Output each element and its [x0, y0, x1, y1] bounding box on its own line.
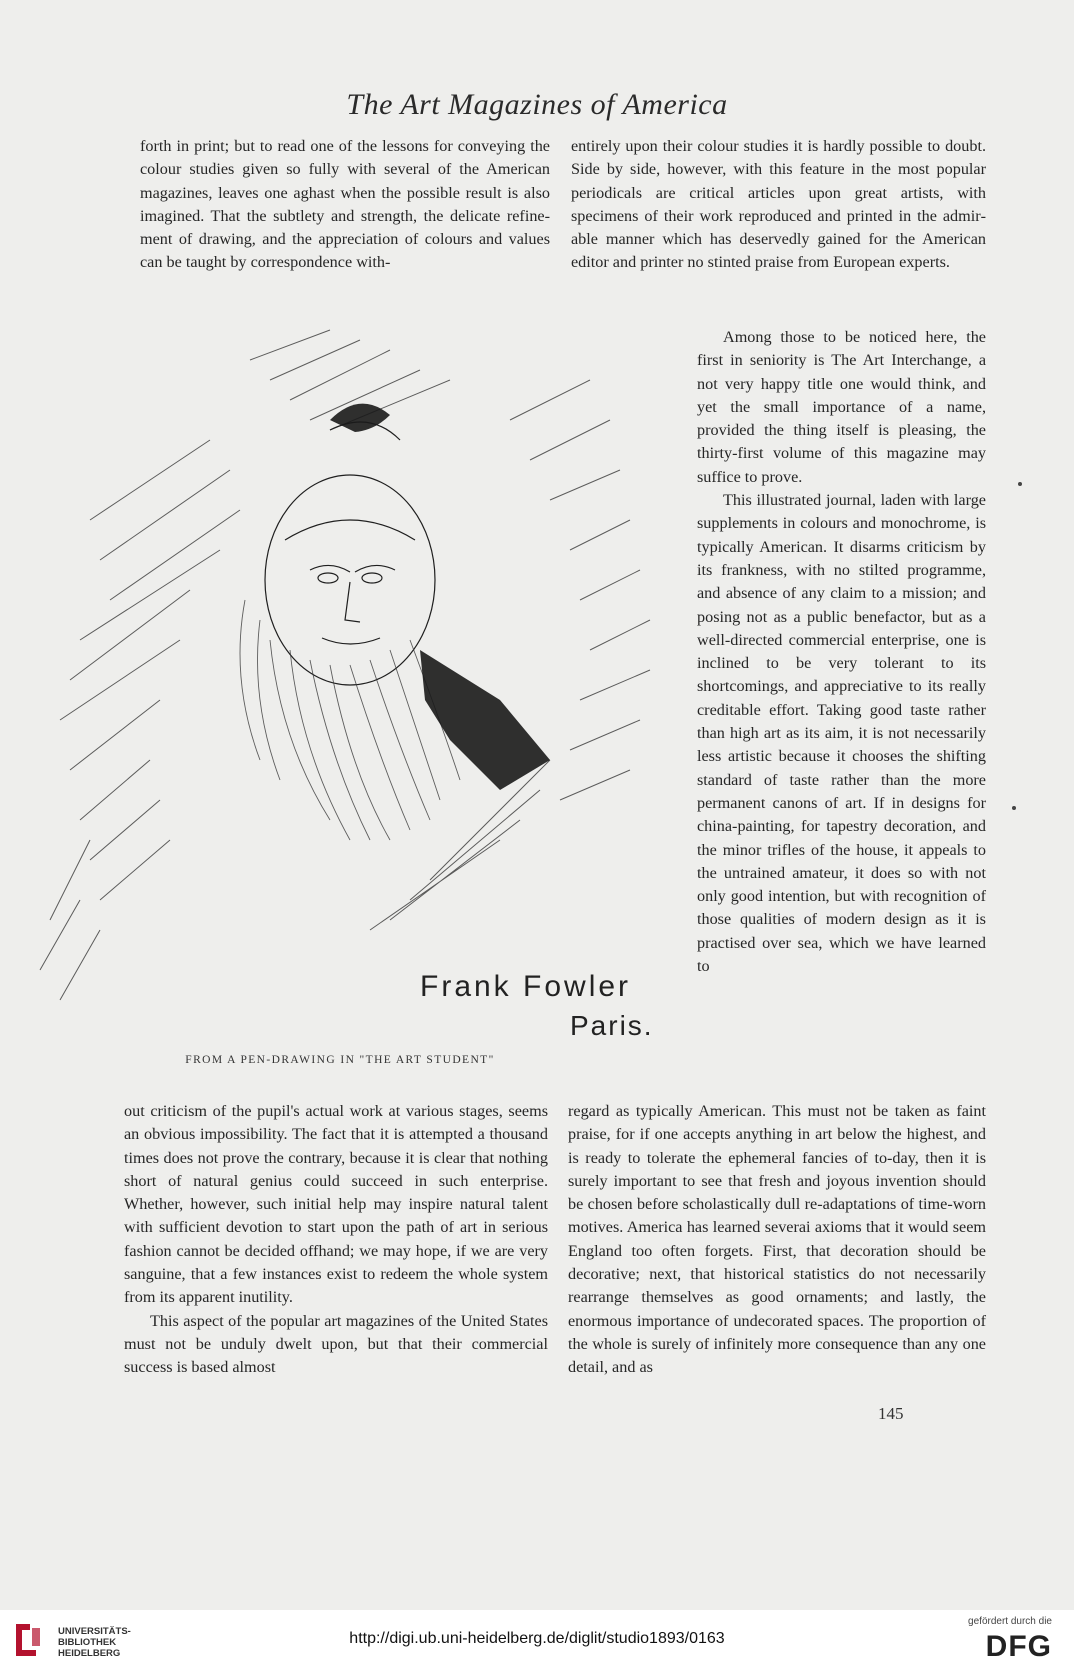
library-name: UNIVERSITÄTS- BIBLIOTHEK HEIDELBERG — [58, 1626, 131, 1659]
margin-mark — [1018, 482, 1022, 486]
paragraph: out criticism of the pupil's actual work at various stages, seems an obvious impossibility. The fact that it is attempted a thousand times does not prove the contrary, because it is clear that nothing short of natural genius could succeed in such enterprise. Whether, however, such initial help may inspire natural talent with sufficient devotion to start upon the path of art in serious fashion cannot be decided offhand; we may hope, if we are very sanguine, that a few instances exist to redeem the whole system from its apparent inutility. — [124, 1102, 548, 1307]
source-url-link[interactable]: http://digi.ub.uni-heidelberg.de/diglit/studio1893/0163 — [349, 1630, 725, 1647]
dfg-logo: DFG — [985, 1630, 1052, 1663]
text-column-right-top — [571, 135, 986, 275]
paragraph: regard as typically American. This must not be taken as faint praise, for if one accepts anything in art below the highest, and is ready to tolerate the ephemeral fancies of to-day, then it is surely important to see that fresh and joyous invention should be chosen before scholastically dull re-adaptations of time-worn motives. America has learned severai axioms that it would seem England too often forgets. First, that decoration should be decorative; next, that historical statistics do not necessarily rearrange themselves as good ornaments; and lastly, the enormous importance of undecorated spaces. The proportion of the whole is surely of infinitely more consequence than any one detail, and as — [568, 1102, 986, 1377]
running-title: The Art Magazines of America — [346, 88, 728, 121]
paragraph: entirely upon their colour studies it is hardly possible to doubt. Side by side, however, with this feature in the most popular periodicals are critical articles upon great artists, with specimens of their work reproduced and printed in the admirable manner which has deservedly gained for the American editor and printer no stinted praise from European experts. — [571, 137, 986, 272]
text-column-left-bottom — [124, 1100, 548, 1380]
paragraph: Among those to be noticed here, the first in seniority is The Art Interchange, a not very happy title one would think, and yet the small importance of a name, provided the thing itself is pleasing, the thirty-first volume of this magazine may suffice to prove. — [697, 328, 986, 486]
digitization-footer — [0, 1610, 1074, 1667]
funding-label: gefördert durch die — [968, 1616, 1052, 1627]
margin-mark — [1012, 806, 1016, 810]
pen-drawing-portrait — [30, 320, 690, 1050]
text-column-right-side — [697, 326, 986, 978]
artist-signature-location: Paris. — [570, 1010, 654, 1041]
page-number: 145 — [878, 1404, 904, 1423]
illustration-caption: FROM A PEN-DRAWING IN "THE ART STUDENT" — [185, 1054, 495, 1066]
text-column-left-top — [140, 135, 550, 275]
text-column-right-bottom — [568, 1100, 986, 1380]
paragraph: This aspect of the popular art magazines of the United States must not be unduly dwelt upon, but that their commercial success is based almost — [124, 1311, 548, 1377]
artist-signature: Frank Fowler — [420, 970, 632, 1003]
paragraph: forth in print; but to read one of the lessons for conveying the colour studies given so fully with several of the American magazines, leaves one aghast when the possible result is also imagined. That the subtlety and strength, the delicate refinement of drawing, and the appreciation of colours and values can be taught by correspondence with- — [140, 137, 550, 272]
paragraph: This illustrated journal, laden with large supplements in colours and monochrome, is typically American. It disarms criticism by its frankness, with no stilted programme, and absence of any claim to a mission; and posing not as a public benefactor, but as a well-directed commercial enterprise, one is inclined to be very tolerant to its shortcomings, and appreciative to its really creditable effort. Taking good taste rather than high art as its aim, it is not necessarily less artistic because it chooses the shifting standard of taste rather than the more permanent canons of art. If in designs for china-painting, for tapestry decoration, and the minor trifles of the house, it appeals to the untrained amateur, it does so with not only good intention, but with recognition of those qualities of modern design as it is practised over sea, which we have learned to — [697, 491, 986, 976]
